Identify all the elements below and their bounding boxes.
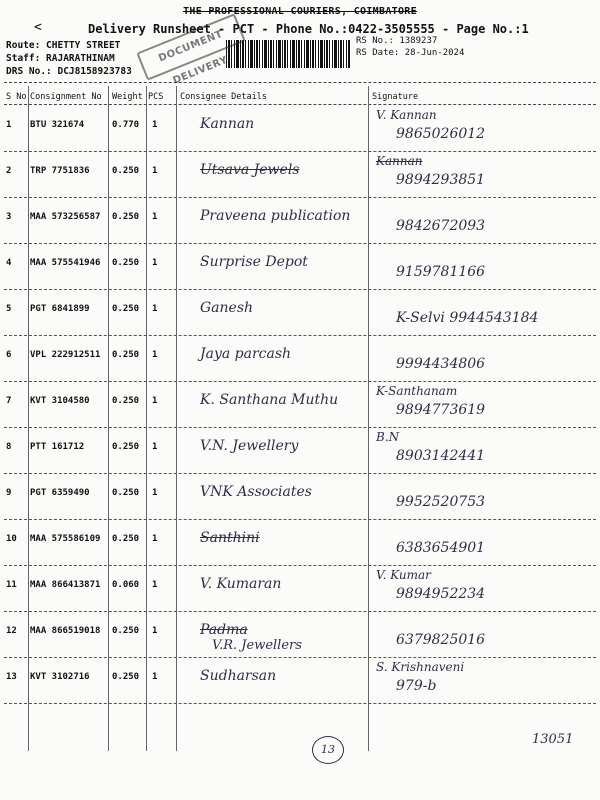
pieces-count: 1 bbox=[152, 672, 158, 682]
rs-date: RS Date: 28-Jun-2024 bbox=[356, 48, 465, 58]
signature-phone: 9865026012 bbox=[396, 126, 486, 142]
consignee-name: Praveena publication bbox=[200, 208, 351, 224]
signature-phone: 9894952234 bbox=[396, 586, 486, 602]
weight-value: 0.250 bbox=[112, 166, 140, 176]
consignee-name-extra: V.R. Jewellers bbox=[212, 638, 302, 653]
serial-number: 6 bbox=[6, 350, 12, 360]
serial-number: 1 bbox=[6, 120, 12, 130]
pieces-count: 1 bbox=[152, 258, 158, 268]
signature-phone: 9994434806 bbox=[396, 356, 486, 372]
table-row bbox=[0, 336, 600, 382]
consignee-name: K. Santhana Muthu bbox=[200, 392, 339, 408]
header-divider-bottom bbox=[4, 104, 596, 105]
signature-phone: 8903142441 bbox=[396, 448, 486, 464]
weight-value: 0.250 bbox=[112, 442, 140, 452]
table-row bbox=[0, 152, 600, 198]
consignee-name: V. Kumaran bbox=[200, 576, 282, 592]
consignment-number: TRP 7751836 bbox=[30, 166, 90, 176]
table-row bbox=[0, 198, 600, 244]
consignment-number: MAA 575586109 bbox=[30, 534, 101, 544]
weight-value: 0.250 bbox=[112, 488, 140, 498]
consignee-name: Santhini bbox=[200, 530, 260, 546]
pieces-count: 1 bbox=[152, 442, 158, 452]
consignee-name: Surprise Depot bbox=[200, 254, 308, 270]
consignment-number: VPL 222912511 bbox=[30, 350, 101, 360]
weight-value: 0.250 bbox=[112, 672, 140, 682]
signature-name: B.N bbox=[376, 430, 400, 444]
signature-name: K-Santhanam bbox=[376, 384, 458, 398]
col-header-sno: S No bbox=[6, 92, 27, 102]
table-row bbox=[0, 244, 600, 290]
staff-label: Staff: RAJARATHINAM bbox=[6, 53, 115, 64]
consignee-name: Utsava Jewels bbox=[200, 162, 300, 178]
consignee-name: Sudharsan bbox=[200, 668, 277, 684]
signature-phone: 6383654901 bbox=[396, 540, 486, 556]
pieces-count: 1 bbox=[152, 166, 158, 176]
consignee-name: Padma bbox=[200, 622, 248, 638]
consignment-number: PTT 161712 bbox=[30, 442, 85, 452]
route-label: Route: CHETTY STREET bbox=[6, 40, 121, 51]
signature-phone: 9894293851 bbox=[396, 172, 486, 188]
consignment-number: MAA 866519018 bbox=[30, 626, 101, 636]
weight-value: 0.060 bbox=[112, 580, 140, 590]
consignment-number: KVT 3104580 bbox=[30, 396, 90, 406]
weight-value: 0.770 bbox=[112, 120, 140, 130]
consignee-name: Jaya parcash bbox=[200, 346, 292, 362]
signature-name: V. Kumar bbox=[376, 568, 431, 582]
header-divider-top bbox=[4, 82, 596, 83]
circled-count: 13 bbox=[312, 736, 344, 764]
consignee-name: Ganesh bbox=[200, 300, 254, 316]
signature-phone: 9159781166 bbox=[396, 264, 486, 280]
col-header-consignment: Consignment No bbox=[30, 92, 102, 102]
serial-number: 2 bbox=[6, 166, 12, 176]
corner-mark: < bbox=[34, 20, 42, 35]
weight-value: 0.250 bbox=[112, 258, 140, 268]
pieces-count: 1 bbox=[152, 212, 158, 222]
consignment-number: MAA 866413871 bbox=[30, 580, 101, 590]
delivery-stamp: DOCUMENT DELIVERY bbox=[136, 13, 246, 81]
serial-number: 9 bbox=[6, 488, 12, 498]
table-row bbox=[0, 520, 600, 566]
serial-number: 11 bbox=[6, 580, 17, 590]
consignment-number: MAA 575541946 bbox=[30, 258, 101, 268]
consignee-name: V.N. Jewellery bbox=[200, 438, 299, 454]
weight-value: 0.250 bbox=[112, 626, 140, 636]
col-header-weight: Weight bbox=[112, 92, 143, 102]
weight-value: 0.250 bbox=[112, 212, 140, 222]
consignee-name: VNK Associates bbox=[200, 484, 312, 500]
pieces-count: 1 bbox=[152, 120, 158, 130]
signature-phone: 6379825016 bbox=[396, 632, 486, 648]
row-divider bbox=[4, 703, 596, 704]
table-row bbox=[0, 566, 600, 612]
table-row bbox=[0, 382, 600, 428]
signature-name: V. Kannan bbox=[376, 108, 437, 122]
pieces-count: 1 bbox=[152, 534, 158, 544]
serial-number: 8 bbox=[6, 442, 12, 452]
col-header-signature: Signature bbox=[372, 92, 419, 102]
consignment-number: KVT 3102716 bbox=[30, 672, 90, 682]
pieces-count: 1 bbox=[152, 350, 158, 360]
weight-value: 0.250 bbox=[112, 350, 140, 360]
company-name: THE PROFESSIONAL COURIERS, COIMBATORE bbox=[183, 6, 417, 17]
corner-note: 13051 bbox=[532, 732, 574, 747]
table-row bbox=[0, 290, 600, 336]
consignment-number: PGT 6841899 bbox=[30, 304, 90, 314]
signature-phone: 9842672093 bbox=[396, 218, 486, 234]
signature-phone: 9952520753 bbox=[396, 494, 486, 510]
serial-number: 12 bbox=[6, 626, 17, 636]
signature-phone: 979-b bbox=[396, 678, 437, 694]
signature-name: S. Krishnaveni bbox=[376, 660, 465, 674]
serial-number: 13 bbox=[6, 672, 17, 682]
serial-number: 10 bbox=[6, 534, 17, 544]
pieces-count: 1 bbox=[152, 304, 158, 314]
pieces-count: 1 bbox=[152, 626, 158, 636]
table-row bbox=[0, 474, 600, 520]
runsheet-title: Delivery Runsheet - PCT - Phone No.:0422-3505555 - Page No.:1 bbox=[88, 22, 529, 36]
signature-name: Kannan bbox=[376, 154, 423, 168]
consignee-name: Kannan bbox=[200, 116, 255, 132]
pieces-count: 1 bbox=[152, 580, 158, 590]
consignment-number: MAA 573256587 bbox=[30, 212, 101, 222]
col-header-consignee: Consignee Details bbox=[180, 92, 267, 102]
barcode-icon bbox=[226, 40, 350, 68]
consignment-number: BTU 321674 bbox=[30, 120, 85, 130]
serial-number: 4 bbox=[6, 258, 12, 268]
consignment-number: PGT 6359490 bbox=[30, 488, 90, 498]
serial-number: 7 bbox=[6, 396, 12, 406]
table-row bbox=[0, 612, 600, 658]
drs-number: DRS No.: DCJ8158923783 bbox=[6, 66, 132, 77]
table-row bbox=[0, 658, 600, 704]
col-header-pcs: PCS bbox=[148, 92, 164, 102]
weight-value: 0.250 bbox=[112, 534, 140, 544]
table-row bbox=[0, 428, 600, 474]
pieces-count: 1 bbox=[152, 396, 158, 406]
serial-number: 3 bbox=[6, 212, 12, 222]
table-row bbox=[0, 106, 600, 152]
pieces-count: 1 bbox=[152, 488, 158, 498]
serial-number: 5 bbox=[6, 304, 12, 314]
weight-value: 0.250 bbox=[112, 304, 140, 314]
weight-value: 0.250 bbox=[112, 396, 140, 406]
signature-phone: 9894773619 bbox=[396, 402, 486, 418]
rs-number: RS No.: 1389237 bbox=[356, 36, 438, 46]
signature-phone: K-Selvi 9944543184 bbox=[396, 310, 539, 326]
